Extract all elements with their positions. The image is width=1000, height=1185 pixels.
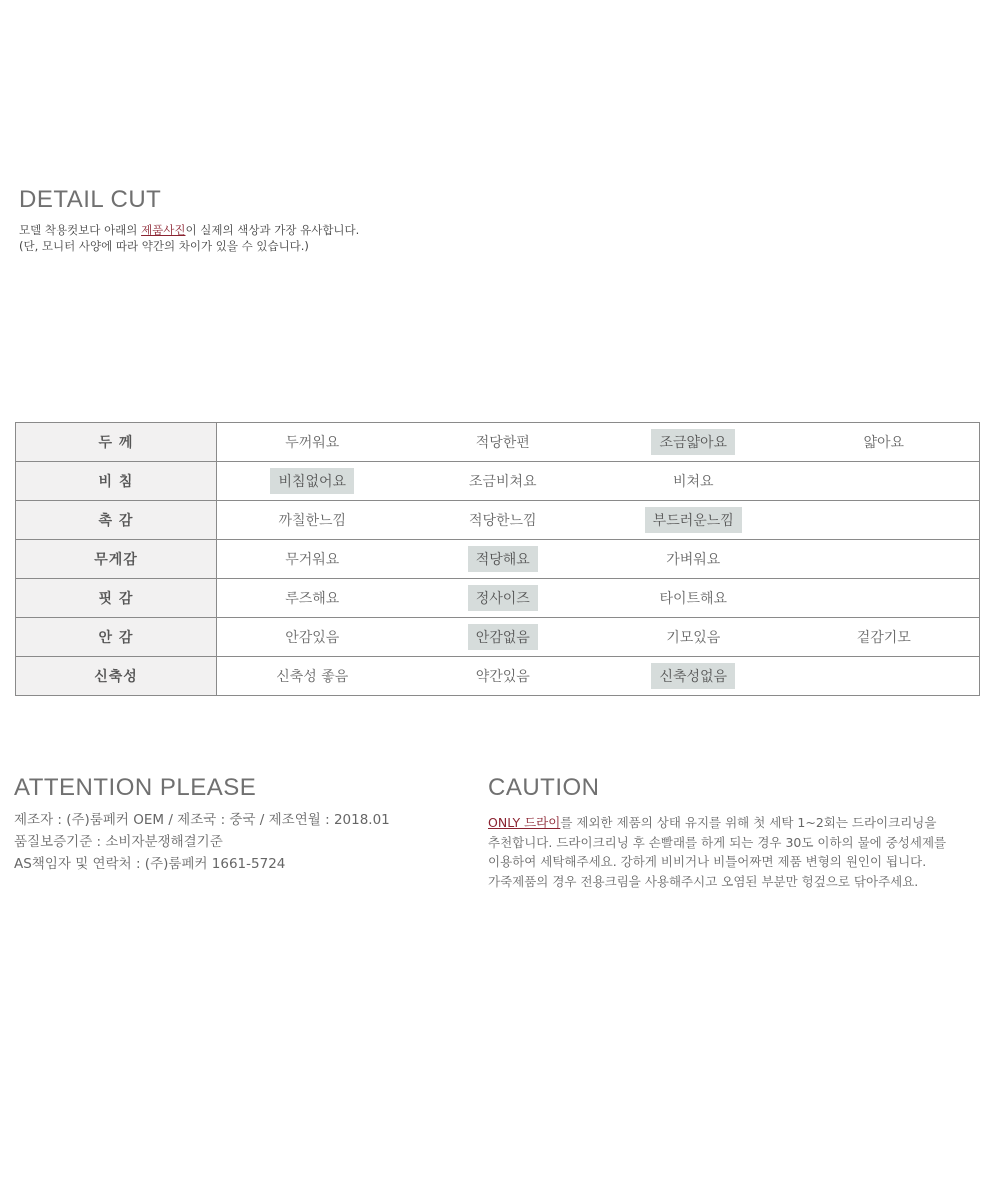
spec-option-selected: 안감없음 bbox=[468, 624, 538, 650]
spec-options-group bbox=[217, 423, 979, 461]
spec-option-cell bbox=[408, 624, 599, 650]
as-contact-info: AS책임자 및 연락처 : (주)룸페커 1661-5724 bbox=[14, 856, 286, 872]
spec-option: 적당한느낌 bbox=[468, 513, 537, 529]
spec-option-cell bbox=[408, 507, 599, 533]
spec-option: 타이트해요 bbox=[659, 591, 728, 607]
attention-info bbox=[14, 809, 390, 875]
caution-line-2: 추천합니다. 드라이크리닝 후 손빨래를 하게 되는 경우 30도 이하의 물에 중성세제를 bbox=[488, 834, 947, 850]
spec-options-group bbox=[217, 462, 979, 500]
spec-option-cell bbox=[408, 585, 599, 611]
spec-row-label: 핏 감 bbox=[16, 579, 217, 618]
detail-note-line-1-post: 이 실제의 색상과 가장 유사합니다. bbox=[185, 223, 360, 237]
spec-options-group bbox=[217, 540, 979, 578]
spec-option: 신축성 좋음 bbox=[276, 669, 349, 685]
spec-option-cell bbox=[598, 429, 789, 455]
spec-option-cell bbox=[217, 624, 408, 650]
spec-option: 두꺼워요 bbox=[285, 435, 340, 451]
spec-row bbox=[16, 501, 980, 540]
spec-row-label: 무게감 bbox=[16, 540, 217, 579]
spec-row bbox=[16, 657, 980, 696]
spec-row bbox=[16, 423, 980, 462]
caution-info bbox=[488, 813, 946, 891]
caution-title: CAUTION bbox=[488, 774, 600, 801]
spec-option-cell bbox=[598, 507, 789, 533]
spec-row-options bbox=[217, 618, 980, 657]
spec-options-group bbox=[217, 501, 979, 539]
spec-row-options bbox=[217, 657, 980, 696]
spec-option-selected: 정사이즈 bbox=[468, 585, 538, 611]
spec-option-selected: 적당해요 bbox=[468, 546, 538, 572]
spec-option-cell bbox=[408, 546, 599, 572]
spec-option: 얇아요 bbox=[863, 435, 905, 451]
spec-option-cell bbox=[408, 429, 599, 455]
spec-option-cell bbox=[217, 507, 408, 533]
spec-row-options bbox=[217, 540, 980, 579]
spec-row bbox=[16, 579, 980, 618]
spec-table-body bbox=[16, 423, 980, 696]
spec-option-cell bbox=[598, 546, 789, 572]
caution-line-1-rest: 를 제외한 제품의 상태 유지를 위해 첫 세탁 1~2회는 드라이크리닝을 bbox=[560, 815, 937, 830]
spec-row-label: 두 께 bbox=[16, 423, 217, 462]
spec-row-options bbox=[217, 423, 980, 462]
spec-row bbox=[16, 540, 980, 579]
manufacturer-info: 제조자 : (주)룸페커 OEM / 제조국 : 중국 / 제조연월 : 2018.01 bbox=[14, 812, 390, 828]
spec-row bbox=[16, 618, 980, 657]
spec-row-options bbox=[217, 501, 980, 540]
spec-row-label: 비 침 bbox=[16, 462, 217, 501]
spec-option: 루즈해요 bbox=[285, 591, 340, 607]
spec-option-cell bbox=[217, 585, 408, 611]
spec-option-cell bbox=[598, 468, 789, 494]
spec-option-cell bbox=[217, 546, 408, 572]
spec-row-label: 촉 감 bbox=[16, 501, 217, 540]
spec-row-options bbox=[217, 579, 980, 618]
spec-row-label: 신축성 bbox=[16, 657, 217, 696]
spec-option: 적당한편 bbox=[475, 435, 530, 451]
spec-options-group bbox=[217, 579, 979, 617]
spec-option: 가벼워요 bbox=[666, 552, 721, 568]
spec-option-cell bbox=[789, 429, 980, 455]
attention-title: ATTENTION PLEASE bbox=[14, 774, 257, 801]
spec-option-selected: 조금얇아요 bbox=[651, 429, 735, 455]
detail-cut-note bbox=[19, 222, 359, 254]
spec-option: 겉감기모 bbox=[856, 630, 911, 646]
spec-option: 조금비쳐요 bbox=[468, 474, 537, 490]
caution-line-3: 이용하여 세탁해주세요. 강하게 비비거나 비틀어짜면 제품 변형의 원인이 됩니다. bbox=[488, 854, 927, 869]
only-dry-highlight: ONLY 드라이 bbox=[488, 815, 561, 830]
spec-option-cell bbox=[598, 624, 789, 650]
spec-options-group bbox=[217, 618, 979, 656]
caution-line-4: 가죽제품의 경우 전용크림을 사용해주시고 오염된 부분만 헝겊으로 닦아주세요. bbox=[488, 873, 919, 889]
spec-option: 비쳐요 bbox=[672, 474, 714, 490]
spec-option-cell bbox=[217, 468, 408, 494]
spec-option-cell bbox=[598, 663, 789, 689]
spec-row-options bbox=[217, 462, 980, 501]
spec-option-selected: 신축성없음 bbox=[651, 663, 735, 689]
detail-cut-title: DETAIL CUT bbox=[19, 186, 162, 213]
spec-option-cell bbox=[789, 624, 980, 650]
detail-note-line-1 bbox=[19, 222, 359, 238]
spec-option-selected: 부드러운느낌 bbox=[645, 507, 742, 533]
product-photo-highlight: 제품사진 bbox=[141, 223, 186, 237]
spec-option-cell bbox=[217, 429, 408, 455]
spec-option: 기모있음 bbox=[666, 630, 721, 646]
spec-row bbox=[16, 462, 980, 501]
spec-option-cell bbox=[598, 585, 789, 611]
product-spec-table bbox=[15, 422, 980, 696]
spec-option: 약간있음 bbox=[475, 669, 530, 685]
quality-standard-info: 품질보증기준 : 소비자분쟁해결기준 bbox=[14, 834, 223, 850]
detail-note-line-2: (단, 모니터 사양에 따라 약간의 차이가 있을 수 있습니다.) bbox=[19, 239, 309, 253]
spec-row-label: 안 감 bbox=[16, 618, 217, 657]
spec-option: 안감있음 bbox=[285, 630, 340, 646]
caution-line-1 bbox=[488, 813, 946, 833]
detail-note-line-1-pre: 모델 착용컷보다 아래의 bbox=[19, 223, 142, 237]
spec-option-cell bbox=[217, 663, 408, 689]
spec-options-group bbox=[217, 657, 979, 695]
spec-option-cell bbox=[408, 663, 599, 689]
spec-option: 무거워요 bbox=[285, 552, 340, 568]
spec-option: 까칠한느낌 bbox=[278, 513, 347, 529]
spec-option-cell bbox=[408, 468, 599, 494]
spec-option-selected: 비침없어요 bbox=[270, 468, 354, 494]
